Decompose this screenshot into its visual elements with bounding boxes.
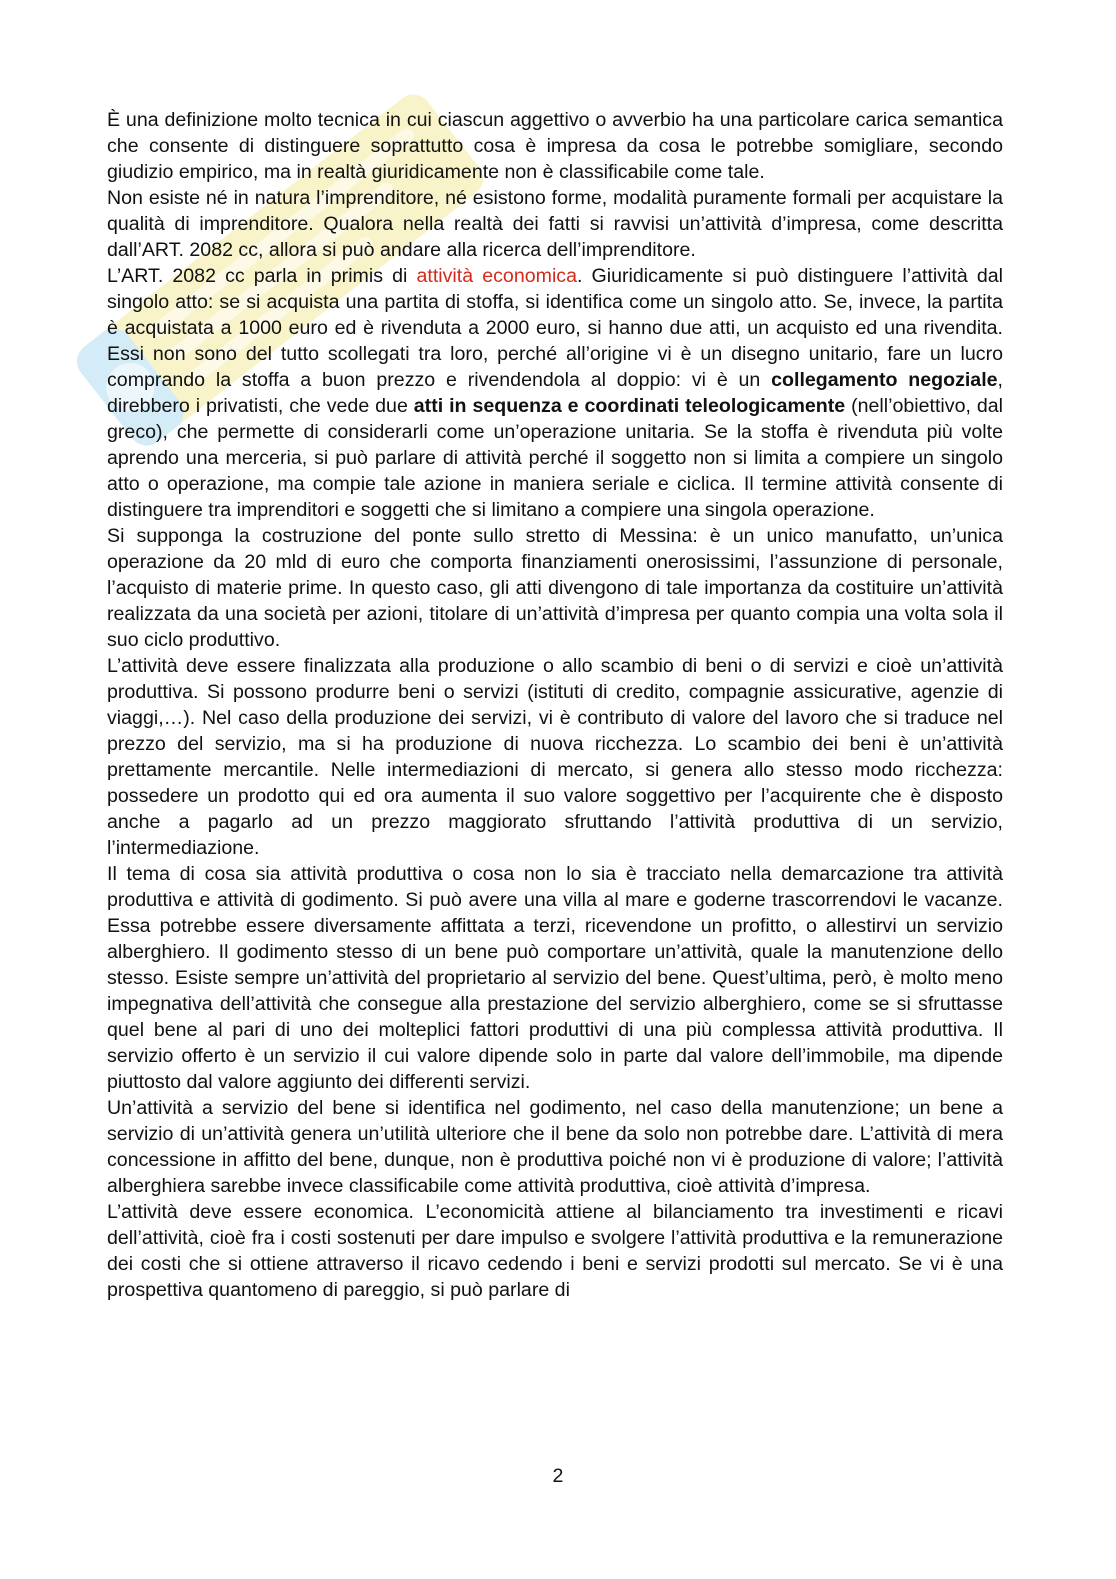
paragraph-6: Il tema di cosa sia attività produttiva o cosa non lo sia è tracciato nella demarcazione tra attività produttiva e attività di godimento. Si può avere una villa al mare e goderne trascorrendovi le vacanze. Essa potrebbe essere diversamente affittata a terzi, ricevendone un profitto, o allestirvi un servizio alberghiero. Il godimento stesso di un bene può comportare un’attività, quale la manutenzione dello stesso. Esiste sempre un’attività del proprietario al servizio del bene. Quest’ultima, però, è molto meno impegnativa dell’attività che consegue alla prestazione del servizio alberghiero, come se si sfruttasse quel bene al pari di uno dei molteplici fattori produttivi di una più complessa attività produttiva. Il servizio offerto è un servizio il cui valore dipende solo in parte dal valore dell’immobile, ma dipende piuttosto dal valore aggiunto dei differenti servizi. <box>107 863 1003 1093</box>
paragraph-3-part-b: . Giuridicamente si può distinguere l’attività dal singolo atto: se si acquista una partita di stoffa, si identifica come un singolo atto. Se, invece, la partita è acquistata a 1000 euro ed è rivenduta a 2000 euro, si hanno due atti, un acquisto ed una rivendita. Essi non sono del tutto scollegati tra loro, perché all’origine vi è un disegno unitario, fare un lucro comprando la stoffa a buon prezzo e rivendendola al doppio: vi è un <box>107 265 1004 391</box>
paragraph-5: L’attività deve essere finalizzata alla produzione o allo scambio di beni o di servizi e cioè un’attività produttiva. Si possono produrre beni o servizi (istituti di credito, compagnie assicurative, agenzie di viaggi,…). Nel caso della produzione dei servizi, vi è contributo di valore del lavoro che si traduce nel prezzo del servizio, ma si ha produzione di nuova ricchezza. Lo scambio dei beni è un’attività prettamente mercantile. Nelle intermediazioni di mercato, si genera allo stesso modo ricchezza: possedere un prodotto qui ed ora aumenta il suo valore soggettivo per l’acquirente che è disposto anche a pagarlo ad un prezzo maggiorato sfruttando l’attività produttiva di un servizio, l’intermediazione. <box>107 655 1003 859</box>
paragraph-2: Non esiste né in natura l’imprenditore, né esistono forme, modalità puramente formali per acquistare la qualità di imprenditore. Qualora nella realtà dei fatti si ravvisi un’attività d’impresa, come descritta dall’ART. 2082 cc, allora si può andare alla ricerca dell’imprenditore. <box>107 187 1003 261</box>
highlight-attivita-economica: attività economica <box>416 265 577 287</box>
paragraph-4: Si supponga la costruzione del ponte sullo stretto di Messina: è un unico manufatto, un’unica operazione da 20 mld di euro che comporta finanziamenti onerosissimi, l’assunzione di personale, l’acquisto di materie prime. In questo caso, gli atti divengono di tale importanza da costituire un’attività realizzata da una società per azioni, titolare di un’attività d’impresa per quanto compia una volta sola il suo ciclo produttivo. <box>107 525 1003 651</box>
paragraph-3-part-c: , direbbero i privatisti, che vede due <box>107 369 1003 417</box>
paragraph-3 <box>107 263 1003 523</box>
paragraph-1: È una definizione molto tecnica in cui ciascun aggettivo o avverbio ha una particolare carica semantica che consente di distinguere soprattutto cosa è impresa da cosa le potrebbe somigliare, secondo giudizio empirico, ma in realtà giuridicamente non è classificabile come tale. <box>107 109 1003 183</box>
paragraph-3-part-d: (nell’obiettivo, dal greco), che permette di considerarli come un’operazione unitaria. Se la stoffa è rivenduta più volte aprendo una merceria, si può parlare di attività perché il soggetto non si limita a compiere un singolo atto o operazione, ma compie tale azione in maniera seriale e ciclica. Il termine attività consente di distinguere tra imprenditori e soggetti che si limitano a compiere una singola operazione. <box>107 395 1003 521</box>
bold-collegamento-negoziale: collegamento negoziale <box>771 369 998 391</box>
bold-atti-in-sequenza: atti in sequenza e coordinati teleologicamente <box>413 395 846 417</box>
paragraph-8: L’attività deve essere economica. L’economicità attiene al bilanciamento tra investimenti e ricavi dell’attività, cioè fra i costi sostenuti per dare impulso e svolgere l’attività produttiva e la remunerazione dei costi che si ottiene attraverso il ricavo cedendo i beni e servizi prodotti sul mercato. Se vi è una prospettiva quantomeno di pareggio, si può parlare di <box>107 1201 1003 1301</box>
paragraph-3-part-a: L’ART. 2082 cc parla in primis di <box>107 265 417 287</box>
page-number: 2 <box>552 1465 564 1487</box>
document-body <box>107 107 1003 1303</box>
paragraph-7: Un’attività a servizio del bene si identifica nel godimento, nel caso della manutenzione; un bene a servizio di un’attività genera un’utilità ulteriore che il bene da solo non potrebbe dare. L’attività di mera concessione in affitto del bene, dunque, non è produttiva poiché non vi è produzione di valore; l’attività alberghiera sarebbe invece classificabile come attività produttiva, cioè attività d’impresa. <box>107 1097 1003 1197</box>
